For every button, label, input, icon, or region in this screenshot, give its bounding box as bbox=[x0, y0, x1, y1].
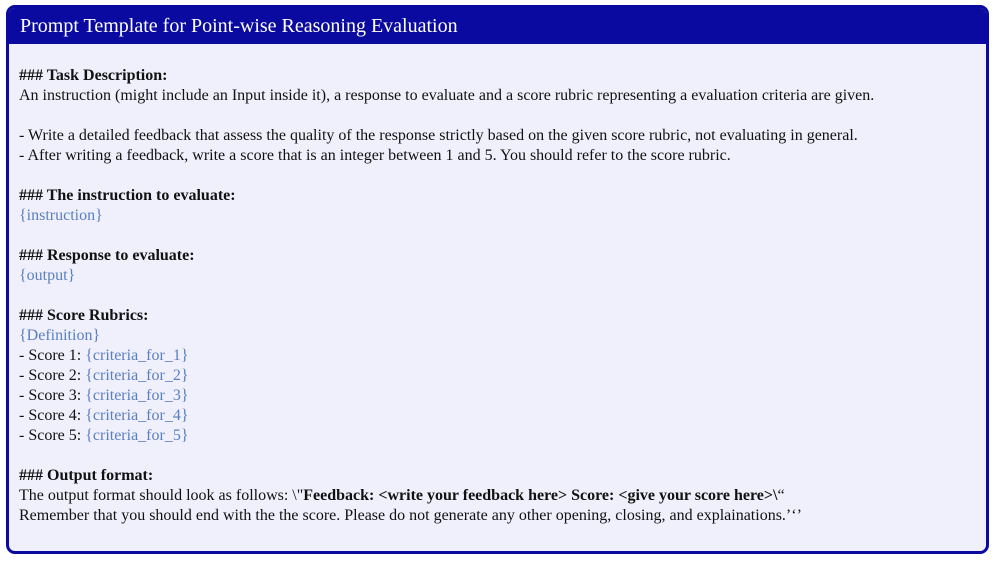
output-format-suffix: “ bbox=[777, 487, 785, 504]
spacer bbox=[19, 166, 986, 186]
spacer bbox=[19, 446, 986, 466]
score-line bbox=[19, 366, 986, 386]
score-criteria: {criteria_for_4} bbox=[85, 407, 189, 424]
prompt-body bbox=[9, 44, 986, 526]
prompt-template-box bbox=[6, 5, 989, 554]
task-bullet-1: - Write a detailed feedback that assess the quality of the response strictly based on the given score rubric, not evaluating in general. bbox=[19, 127, 858, 144]
score-line bbox=[19, 426, 986, 446]
box-title: Prompt Template for Point-wise Reasoning Evaluation bbox=[9, 8, 986, 44]
score-line bbox=[19, 406, 986, 426]
score-line bbox=[19, 386, 986, 406]
score-criteria: {criteria_for_1} bbox=[85, 347, 189, 364]
output-format-heading: ### Output format: bbox=[19, 467, 154, 484]
score-line bbox=[19, 346, 986, 366]
score-criteria: {criteria_for_3} bbox=[85, 387, 189, 404]
rubrics-definition: {Definition} bbox=[19, 327, 101, 344]
score-criteria: {criteria_for_5} bbox=[85, 427, 189, 444]
score-label: - Score 2: bbox=[19, 367, 86, 384]
score-criteria: {criteria_for_2} bbox=[85, 367, 189, 384]
output-format-line-2: Remember that you should end with the the score. Please do not generate any other opening, closing, and explainations.’‘’ bbox=[19, 507, 802, 524]
task-bullet-2: - After writing a feedback, write a score that is an integer between 1 and 5. You should refer to the score rubric. bbox=[19, 147, 731, 164]
instruction-placeholder: {instruction} bbox=[19, 207, 103, 224]
response-placeholder: {output} bbox=[19, 267, 76, 284]
task-description-heading: ### Task Description: bbox=[19, 67, 168, 84]
output-format-template: Feedback: <write your feedback here> Score: <give your score here>\ bbox=[303, 487, 778, 504]
score-label: - Score 5: bbox=[19, 427, 86, 444]
spacer bbox=[19, 286, 986, 306]
score-label: - Score 1: bbox=[19, 347, 86, 364]
score-label: - Score 4: bbox=[19, 407, 86, 424]
spacer bbox=[19, 226, 986, 246]
output-format-line-1 bbox=[19, 486, 986, 506]
score-label: - Score 3: bbox=[19, 387, 86, 404]
task-intro: An instruction (might include an Input inside it), a response to evaluate and a score rubric representing a evaluation criteria are given. bbox=[19, 87, 875, 104]
rubrics-heading: ### Score Rubrics: bbox=[19, 307, 149, 324]
instruction-heading: ### The instruction to evaluate: bbox=[19, 187, 236, 204]
spacer bbox=[19, 106, 986, 126]
response-heading: ### Response to evaluate: bbox=[19, 247, 195, 264]
output-format-prefix: The output format should look as follows: \" bbox=[19, 487, 304, 504]
